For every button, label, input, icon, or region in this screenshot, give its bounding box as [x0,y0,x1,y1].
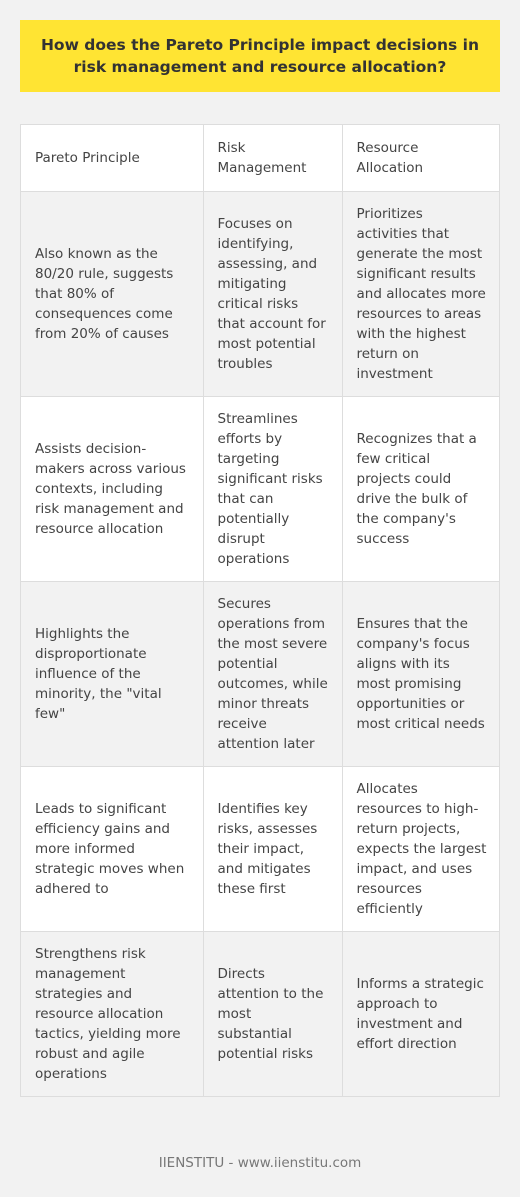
table-row [21,932,499,1097]
table-row [21,767,499,932]
table-cell: Recognizes that a few critical projects could drive the bulk of the company's success [342,397,499,582]
table-cell: Prioritizes activities that generate the most significant results and allocates more resources to areas with the highest return on investment [342,192,499,397]
table-cell: Also known as the 80/20 rule, suggests that 80% of consequences come from 20% of causes [21,192,203,397]
table-cell: Streamlines efforts by targeting significant risks that can potentially disrupt operations [203,397,342,582]
table-cell: Secures operations from the most severe potential outcomes, while minor threats receive attention later [203,582,342,767]
comparison-table-grid [21,125,499,1096]
table-row [21,582,499,767]
page-title: How does the Pareto Principle impact decisions in risk management and resource allocation? [20,20,500,92]
table-cell: Highlights the disproportionate influence of the minority, the "vital few" [21,582,203,767]
table-cell: Informs a strategic approach to investment and effort direction [342,932,499,1097]
table-row [21,397,499,582]
table-cell: Assists decision-makers across various contexts, including risk management and resource allocation [21,397,203,582]
table-header-row [21,125,499,192]
table-cell: Ensures that the company's focus aligns with its most promising opportunities or most critical needs [342,582,499,767]
column-header: Risk Management [203,125,342,192]
table-cell: Focuses on identifying, assessing, and mitigating critical risks that account for most potential troubles [203,192,342,397]
table-cell: Leads to significant efficiency gains and more informed strategic moves when adhered to [21,767,203,932]
table-cell: Directs attention to the most substantial potential risks [203,932,342,1097]
table-cell: Allocates resources to high-return projects, expects the largest impact, and uses resources efficiently [342,767,499,932]
table-cell: Identifies key risks, assesses their impact, and mitigates these first [203,767,342,932]
column-header: Pareto Principle [21,125,203,192]
footer-credit: IIENSTITU - www.iienstitu.com [158,1155,362,1171]
table-cell: Strengthens risk management strategies and resource allocation tactics, yielding more robust and agile operations [21,932,203,1097]
table-row [21,192,499,397]
comparison-table [20,124,500,1097]
column-header: Resource Allocation [342,125,499,192]
